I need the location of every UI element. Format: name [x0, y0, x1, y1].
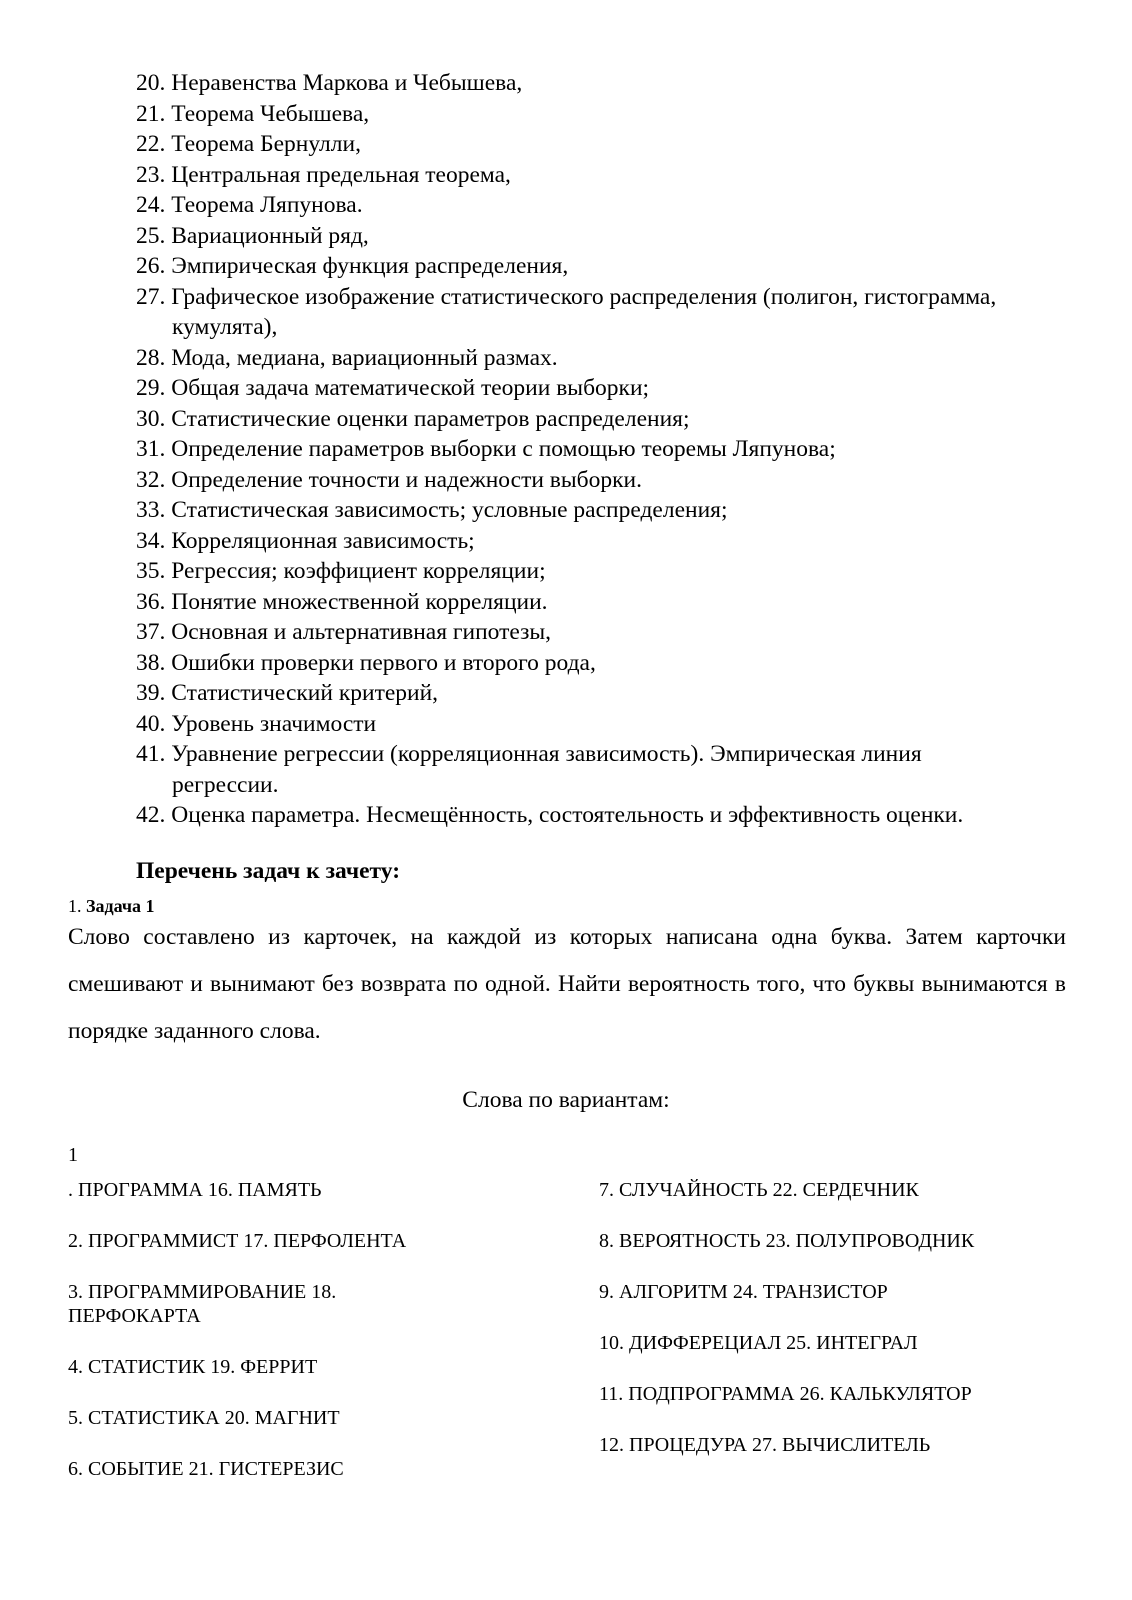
variant-row: 4. СТАТИСТИК 19. ФЕРРИТ [68, 1356, 318, 1378]
task-text: Слово составлено из карточек, на каждой из которых написана одна буква. Затем карточки смешивают и вынимают без возврата по одной. Найти вероятность того, что буквы вынимаются в порядке заданного слова. [68, 924, 1066, 1044]
task-title: Задача 1 [86, 896, 155, 916]
variant-row: 11. ПОДПРОГРАММА 26. КАЛЬКУЛЯТОР [599, 1383, 972, 1405]
list-item: 39. Статистический критерий, [136, 680, 439, 706]
list-item: 23. Центральная предельная теорема, [136, 161, 511, 188]
list-item: 41. Уравнение регрессии (корреляционная зависимость). Эмпирическая линия регрессии. [136, 741, 922, 798]
list-item: 42. Оценка параметра. Несмещённость, состоятельность и эффективность оценки. [136, 802, 964, 828]
list-item: 28. Мода, медиана, вариационный размах. [136, 344, 558, 371]
variant-row: 3. ПРОГРАММИРОВАНИЕ 18. ПЕРФОКАРТА [68, 1281, 337, 1327]
variants-left-column [68, 1178, 528, 1508]
variants-right-column [599, 1178, 1059, 1484]
variant-row: 5. СТАТИСТИКА 20. МАГНИТ [68, 1407, 340, 1429]
list-item: 35. Регрессия; коэффициент корреляции; [136, 558, 546, 584]
list-item: 37. Основная и альтернативная гипотезы, [136, 619, 552, 645]
list-item: 27. Графическое изображение статистического распределения (полигон, гистограмма, кумулята), [136, 283, 997, 340]
list-item: 34. Корреляционная зависимость; [136, 527, 475, 554]
variant-row: 10. ДИФФЕРЕЦИАЛ 25. ИНТЕГРАЛ [599, 1332, 918, 1354]
variant-row: 8. ВЕРОЯТНОСТЬ 23. ПОЛУПРОВОДНИК [599, 1230, 975, 1252]
variants-title: Слова по вариантам: [462, 1087, 670, 1113]
task-number: 1. [68, 896, 86, 916]
list-item: 33. Статистическая зависимость; условные распределения; [136, 497, 728, 523]
variant-row: . ПРОГРАММА 16. ПАМЯТЬ [68, 1179, 322, 1201]
list-item: 26. Эмпирическая функция распределения, [136, 253, 569, 279]
list-item: 25. Вариационный ряд, [136, 222, 369, 249]
list-item: 29. Общая задача математической теории выборки; [136, 375, 650, 401]
list-item: 32. Определение точности и надежности выборки. [136, 466, 643, 493]
list-item: 31. Определение параметров выборки с помощью теоремы Ляпунова; [136, 436, 836, 462]
variant-row: 12. ПРОЦЕДУРА 27. ВЫЧИСЛИТЕЛЬ [599, 1434, 931, 1456]
variant-row: 6. СОБЫТИЕ 21. ГИСТЕРЕЗИС [68, 1458, 344, 1480]
list-item: 21. Теорема Чебышева, [136, 100, 370, 127]
list-item: 40. Уровень значимости [136, 710, 377, 737]
list-item: 38. Ошибки проверки первого и второго рода, [136, 649, 596, 676]
list-item: 20. Неравенства Маркова и Чебышева, [136, 70, 523, 96]
variant-row: 2. ПРОГРАММИСТ 17. ПЕРФОЛЕНТА [68, 1230, 407, 1252]
variant-row: 7. СЛУЧАЙНОСТЬ 22. СЕРДЕЧНИК [599, 1179, 919, 1201]
list-item: 36. Понятие множественной корреляции. [136, 588, 548, 615]
list-item: 24. Теорема Ляпунова. [136, 192, 363, 218]
topics-list [136, 68, 1016, 831]
variant-row: 9. АЛГОРИТМ 24. ТРАНЗИСТОР [599, 1281, 888, 1303]
section-title: Перечень задач к зачету: [136, 858, 401, 884]
list-item: 22. Теорема Бернулли, [136, 131, 361, 157]
list-item: 30. Статистические оценки параметров распределения; [136, 405, 690, 432]
variant-number: 1 [68, 1144, 78, 1166]
